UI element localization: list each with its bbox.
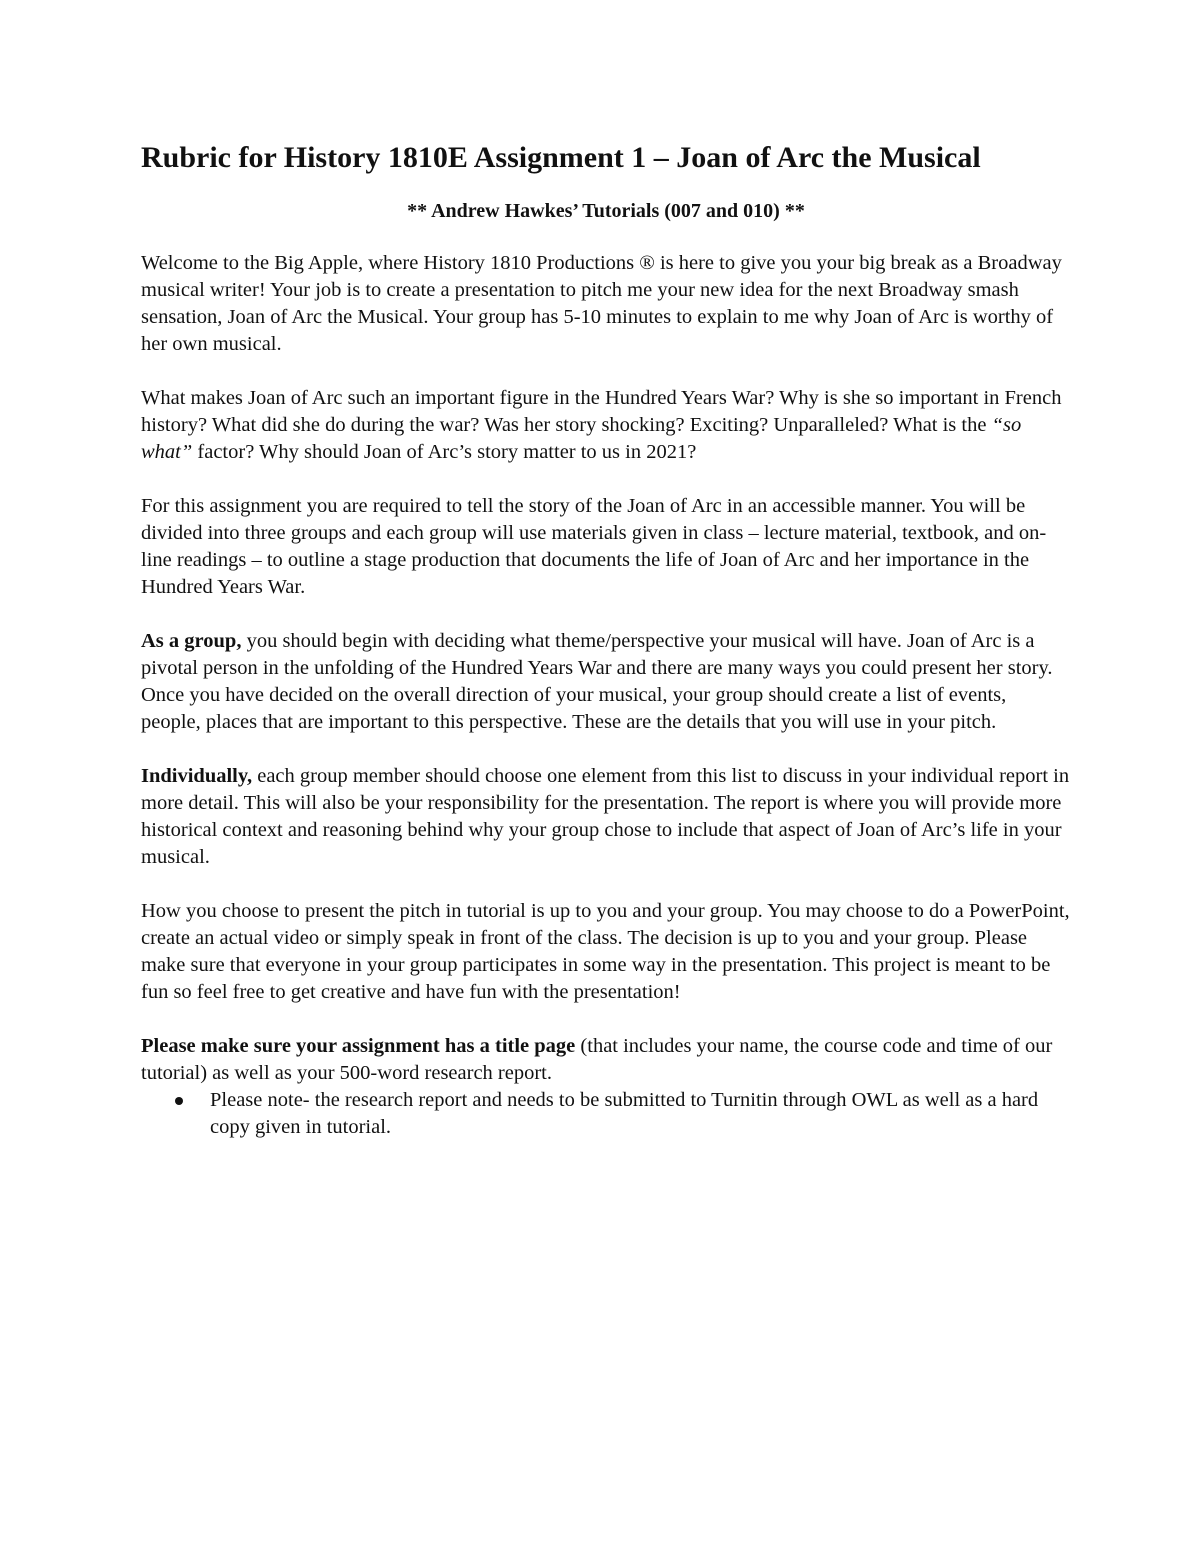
document-subtitle: ** Andrew Hawkes’ Tutorials (007 and 010) **	[407, 200, 805, 222]
list-item	[141, 1087, 1071, 1141]
document-title: Rubric for History 1810E Assignment 1 – Joan of Arc the Musical	[141, 141, 981, 174]
document-page	[141, 140, 1071, 1141]
assignment-paragraph: For this assignment you are required to tell the story of the Joan of Arc in an accessible manner. You will be divided into three groups and each group will use materials given in class – lecture material, textbook, and on-line readings – to outline a stage production that documents the life of Joan of Arc and her importance in the Hundred Years War.	[141, 495, 1047, 598]
individual-lead: Individually,	[141, 765, 253, 787]
group-lead: As a group,	[141, 630, 242, 652]
title-page-paragraph	[141, 1033, 1071, 1087]
questions-paragraph	[141, 385, 1071, 466]
so-what-emphasis: “so what”	[141, 414, 1022, 463]
individual-text: each group member should choose one element from this list to discuss in your individual report in more detail. This will also be your responsibility for the presentation. The report is where you will provide more historical context and reasoning behind why your group chose to include that aspect of Joan of Arc’s life in your musical.	[141, 765, 1070, 868]
presentation-paragraph: How you choose to present the pitch in tutorial is up to you and your group. You may choose to do a PowerPoint, create an actual video or simply speak in front of the class. The decision is up to you and your group. Please make sure that everyone in your group participates in some way in the presentation. This project is meant to be fun so feel free to get creative and have fun with the presentation!	[141, 900, 1070, 1003]
title-page-lead: Please make sure your assignment has a title page	[141, 1035, 576, 1057]
note-text: Please note- the research report and needs to be submitted to Turnitin through OWL as well as a hard copy given in tutorial.	[210, 1089, 1039, 1138]
questions-text-end: factor? Why should Joan of Arc’s story matter to us in 2021?	[192, 441, 697, 463]
notes-list	[141, 1087, 1071, 1141]
intro-paragraph: Welcome to the Big Apple, where History 1810 Productions ® is here to give you your big break as a Broadway musical writer! Your job is to create a presentation to pitch me your new idea for the next Broadway smash sensation, Joan of Arc the Musical. Your group has 5-10 minutes to explain to me why Joan of Arc is worthy of her own musical.	[141, 252, 1062, 355]
questions-text-start: What makes Joan of Arc such an important figure in the Hundred Years War? Why is she so important in French history? What did she do during the war? Was her story shocking? Exciting? Unparalleled? What is the	[141, 387, 1062, 436]
group-text: you should begin with deciding what theme/perspective your musical will have. Joan of Arc is a pivotal person in the unfolding of the Hundred Years War and there are many ways you could present her story. Once you have decided on the overall direction of your musical, your group should create a list of events, people, places that are important to this perspective. These are the details that you will use in your pitch.	[141, 630, 1053, 733]
title-page-text: (that includes your name, the course code and time of our tutorial) as well as your 500-word research report.	[141, 1035, 1053, 1084]
bullet-icon	[175, 1097, 183, 1105]
group-paragraph	[141, 628, 1071, 736]
individual-paragraph	[141, 763, 1071, 871]
